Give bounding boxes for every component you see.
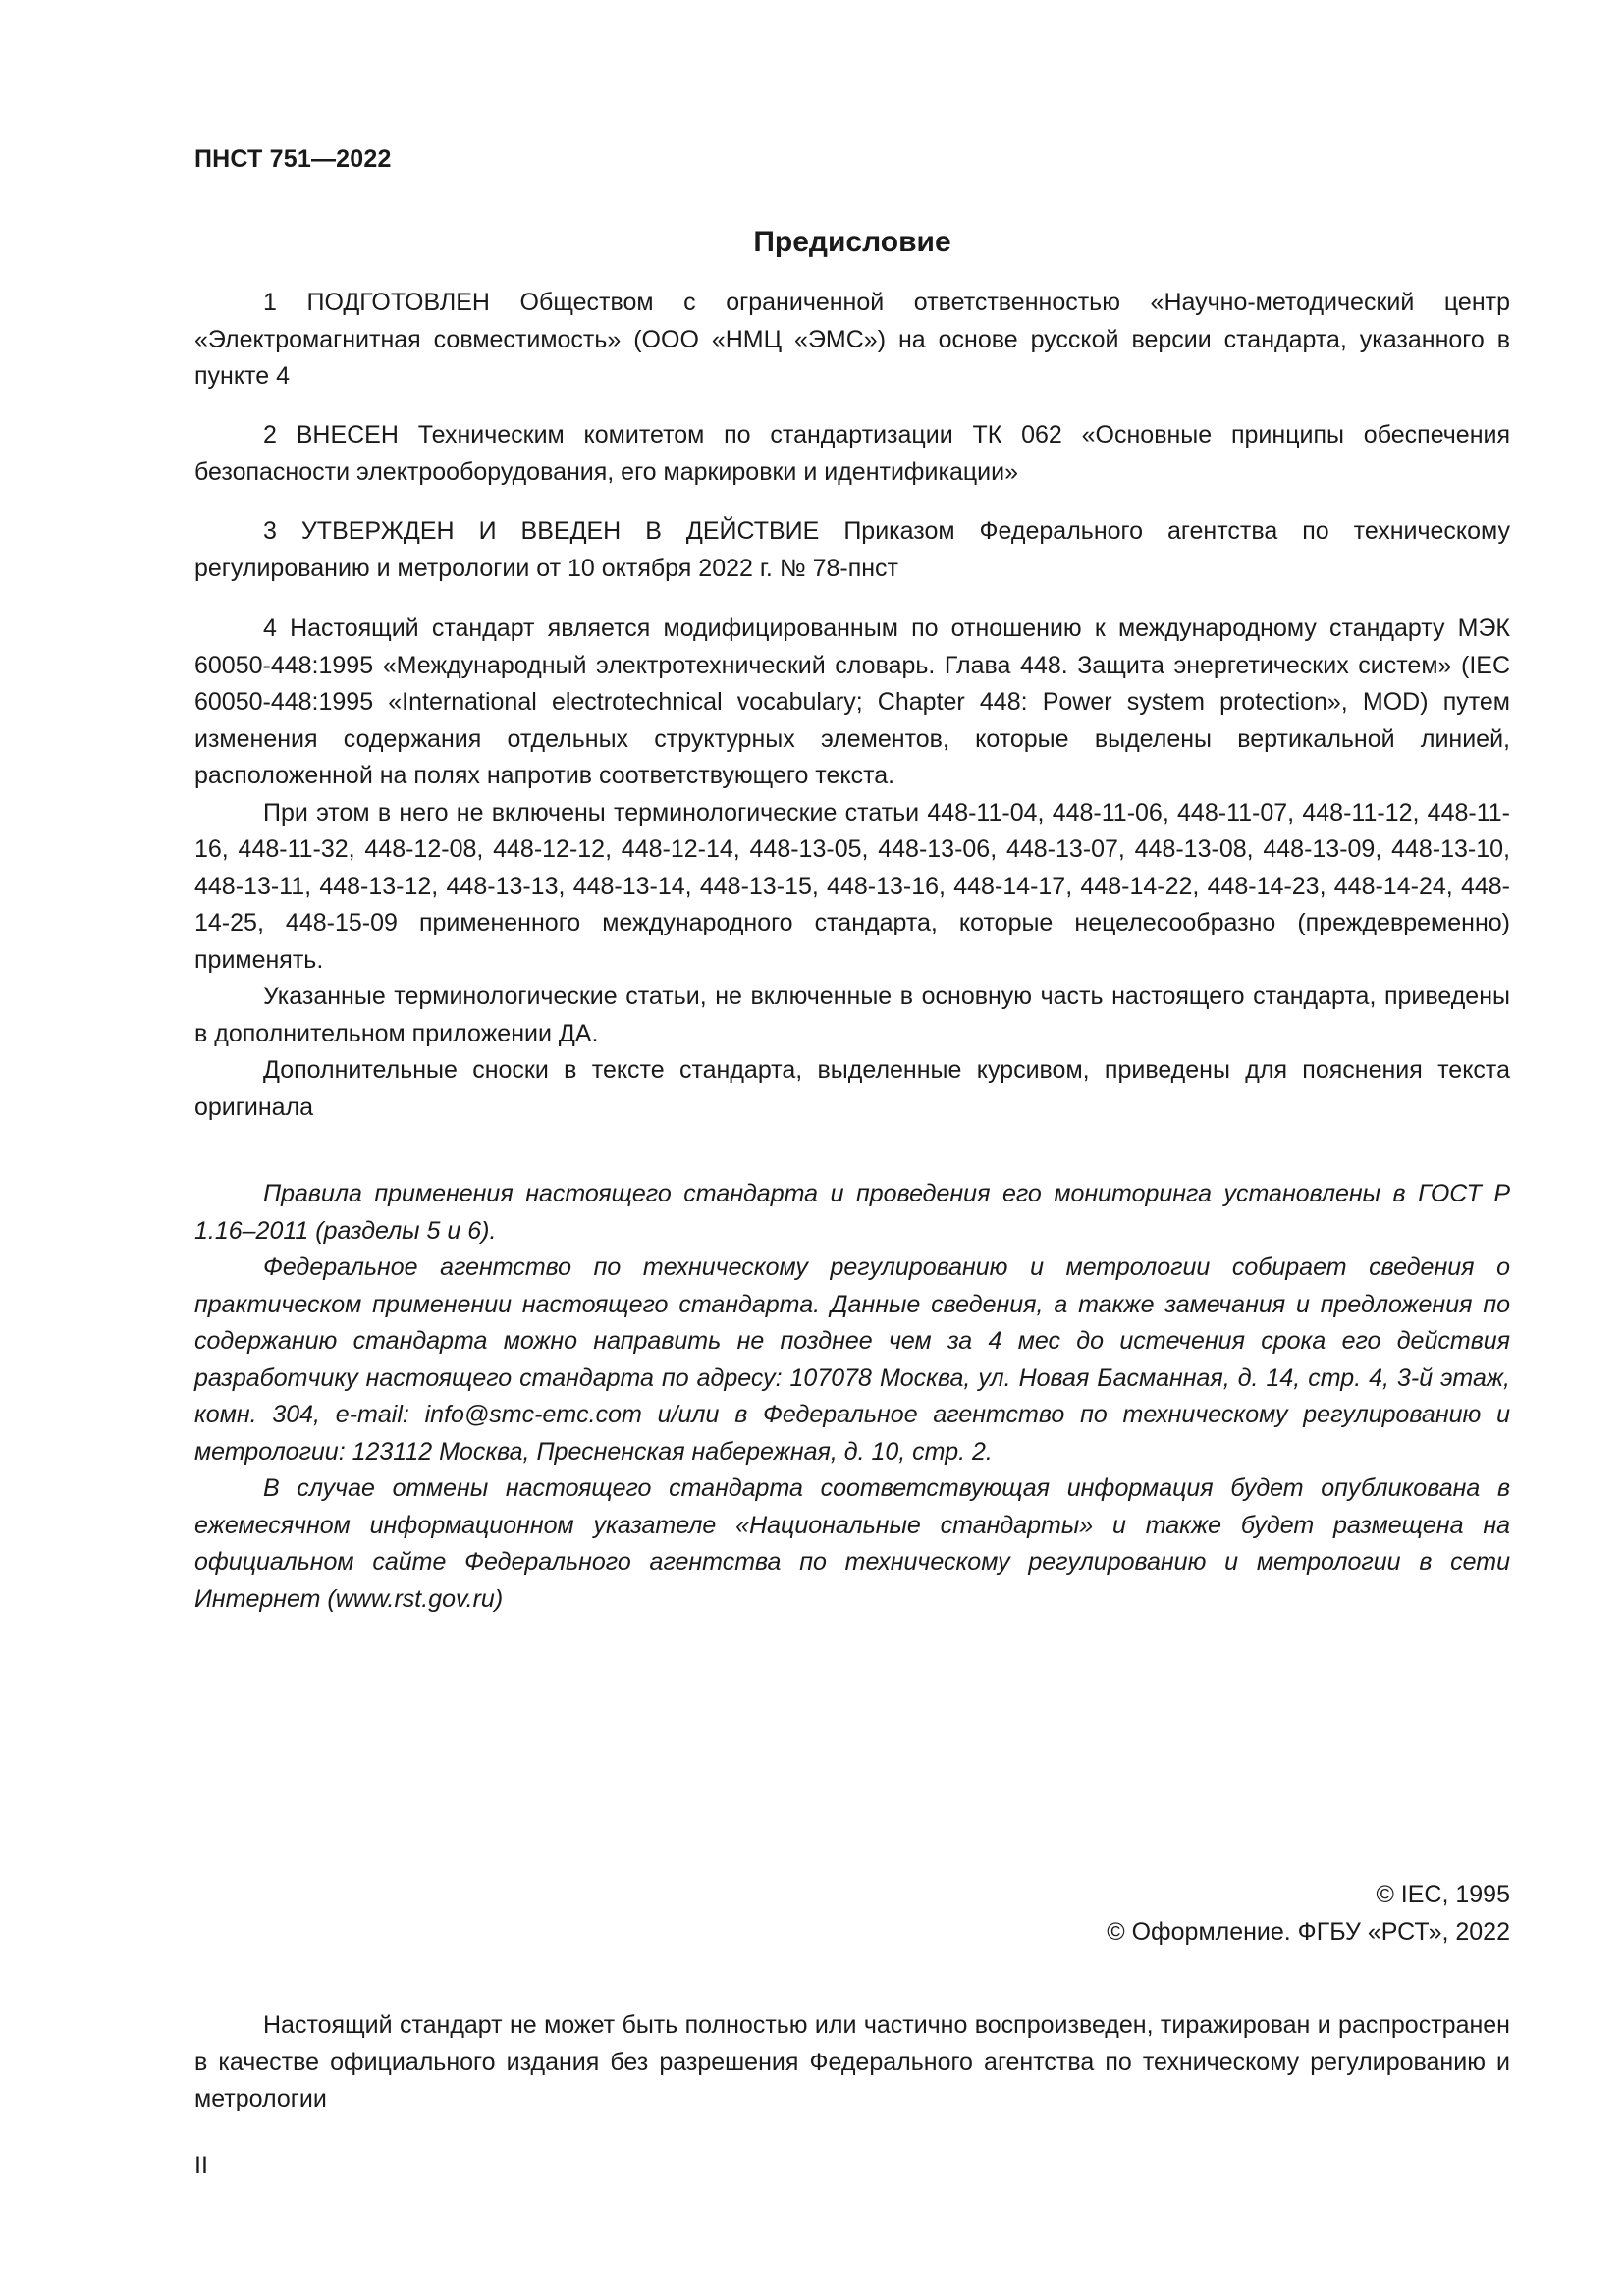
rules-paragraph-2: Федеральное агентство по техническому регулированию и метрологии собирает сведения о практическом применении настоящего стандарта. Данные сведения, а также замечания и предложения по содержанию стандарта можно направить не позднее чем за 4 мес до истечения срока его действия разработчику настоящего стандарта по адресу: 107078 Москва, ул. Новая Басманная, д. 14, стр. 4, 3-й этаж, комн. 304, e-mail: info@smc-emc.com и/или в Федеральное агентство по техническому регулированию и метрологии: 123112 Москва, Пресненская набережная, д. 10, стр. 2. (194, 1254, 1510, 1466)
page-number: II (194, 2152, 208, 2179)
foreword-item-1-text: 1 ПОДГОТОВЛЕН Обществом с ограниченной ответственностью «Научно-методический центр «Электромагнитная совместимость» (ООО «НМЦ «ЭМС») на основе русской версии стандарта, указанного в пункте 4 (194, 289, 1510, 390)
rules-paragraph-1: Правила применения настоящего стандарта и проведения его мониторинга установлены в ГОСТ Р 1.16–2011 (разделы 5 и 6). (194, 1180, 1510, 1245)
copyright-rst: © Оформление. ФГБУ «РСТ», 2022 (1107, 1917, 1510, 1946)
rules-paragraph-3: В случае отмены настоящего стандарта соответствующая информация будет опубликована в ежемесячном информационном указателе «Национальные стандарты» и также будет размещена на официальном сайте Федерального агентства по техническому регулированию и метрологии в сети Интернет (www.rst.gov.ru) (194, 1474, 1510, 1613)
copyright-block (194, 1877, 1510, 1950)
foreword-item-4-footnote-note: Дополнительные сноски в тексте стандарта, выделенные курсивом, приведены для пояснения текста оригинала (194, 1056, 1510, 1121)
foreword-item-4-excluded-terms: При этом в него не включены терминологические статьи 448-11-04, 448-11-06, 448-11-07, 448-11-12, 448-11-16, 448-11-32, 448-12-08, 448-12-12, 448-12-14, 448-13-05, 448-13-06, 448-13-07, 448-13-08, 448-13-09, 448-13-10, 448-13-11, 448-13-12, 448-13-13, 448-13-14, 448-13-15, 448-13-16, 448-14-17, 448-14-22, 448-14-23, 448-14-24, 448-14-25, 448-15-09 примененного международного стандарта, которые нецелесообразно (преждевременно) применять. (194, 798, 1510, 974)
reproduction-notice (194, 2007, 1510, 2118)
rules-block (194, 1176, 1510, 1618)
document-code: ПНСТ 751—2022 (194, 145, 392, 173)
foreword-item-2 (194, 417, 1510, 491)
foreword-item-3-text: 3 УТВЕРЖДЕН И ВВЕДЕН В ДЕЙСТВИЕ Приказом Федерального агентства по техническому регулированию и метрологии от 10 октября 2022 г. № 78-пнст (194, 517, 1510, 582)
foreword-item-4-text: 4 Настоящий стандарт является модифицированным по отношению к международному стандарту МЭК 60050-448:1995 «Международный электротехнический словарь. Глава 448. Защита энергетических систем» (IEC 60050-448:1995 «International electrotechnical vocabulary; Chapter 448: Power system protection», MOD) путем изменения содержания отдельных структурных элементов, которые выделены вертикальной линией, расположенной на полях напротив соответствующего текста. (194, 614, 1510, 789)
foreword-item-1 (194, 285, 1510, 396)
foreword-item-2-text: 2 ВНЕСЕН Техническим комитетом по стандартизации ТК 062 «Основные принципы обеспечения безопасности электрооборудования, его маркировки и идентификации» (194, 421, 1510, 486)
foreword-item-4 (194, 611, 1510, 1126)
foreword-item-4-appendix-note: Указанные терминологические статьи, не включенные в основную часть настоящего стандарта, приведены в дополнительном приложении ДА. (194, 983, 1510, 1047)
copyright-iec: © IEC, 1995 (1376, 1881, 1510, 1908)
page-title: Предисловие (753, 226, 951, 258)
foreword-item-3 (194, 513, 1510, 587)
reproduction-notice-text: Настоящий стандарт не может быть полностью или частично воспроизведен, тиражирован и распространен в качестве официального издания без разрешения Федерального агентства по техническому регулированию и метрологии (194, 2011, 1510, 2112)
